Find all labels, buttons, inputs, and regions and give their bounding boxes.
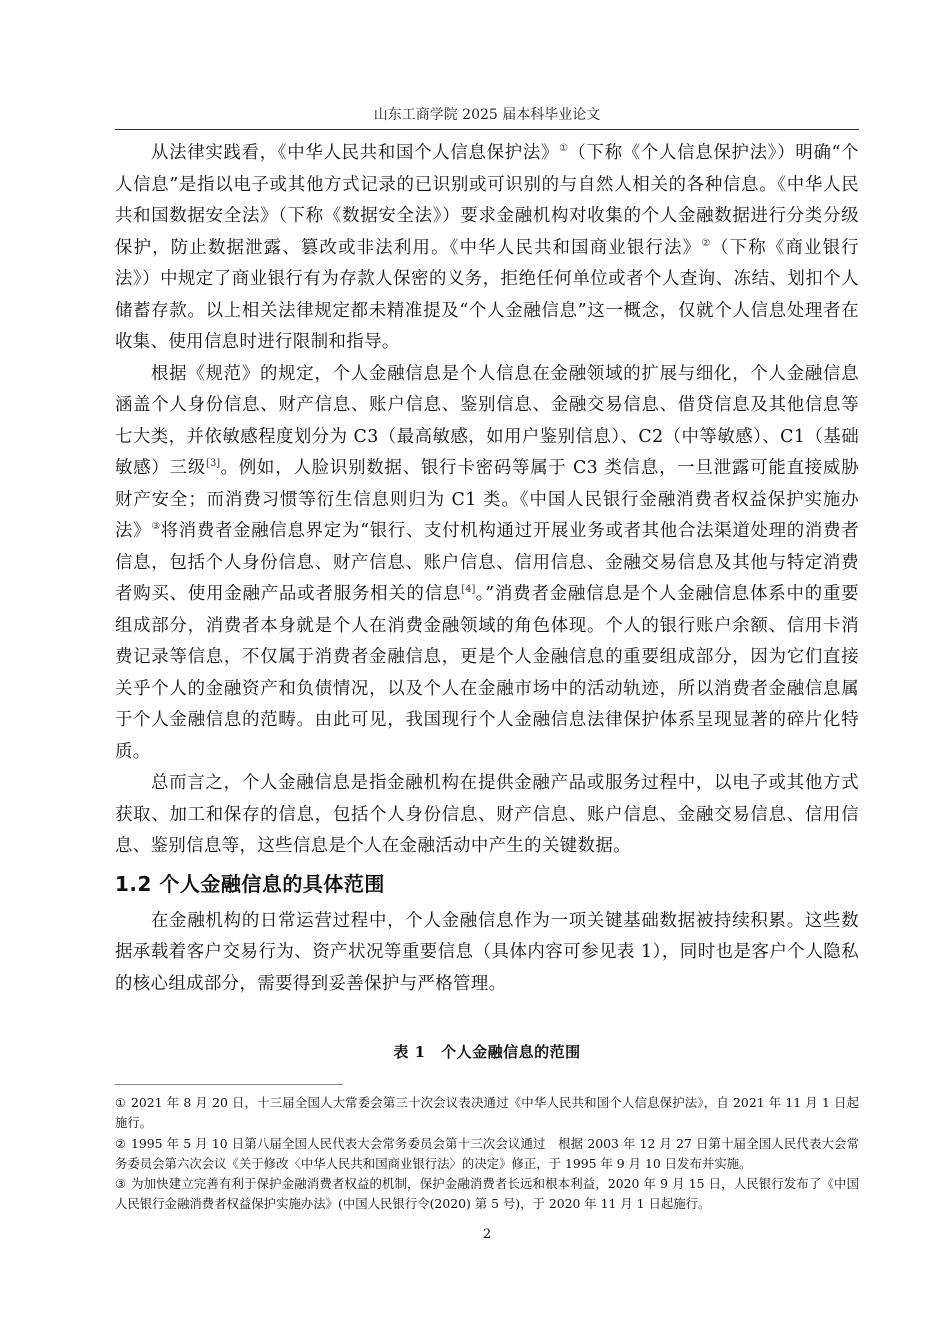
footnote-ref-2[interactable]: ② [701, 237, 712, 249]
paragraph-text: 根据《规范》的规定，个人金融信息是个人信息在金融领域的扩展与细化，个人金融信息涵盖个人身份信息、财产信息、账户信息、鉴别信息、金融交易信息、借贷信息及其他信息等七大类，并依敏感程度划分为 C3（最高敏感，如用户鉴别信息）、C2（中等敏感）、C1（基础敏感）三级 [115, 363, 859, 478]
footnote-text: 2021 年 8 月 20 日，十三届全国人大常委会第三十次会议表决通过《中华人民共和国个人信息保护法》，自 2021 年 11 月 1 日起施行。 [115, 1095, 859, 1131]
paragraph-text: （下称《商业银行法》）中规定了商业银行有为存款人保密的义务，拒绝任何单位或者个人查询、冻结、划扣个人储蓄存款。以上相关法律规定都未精准提及“个人金融信息”这一概念，仅就个人信息处理者在收集、使用信息时进行限制和指导。 [115, 237, 860, 352]
paragraph-summary: 总而言之，个人金融信息是指金融机构在提供金融产品或服务过程中，以电子或其他方式获取、加工和保存的信息，包括个人身份信息、财产信息、账户信息、金融交易信息、信用信息、鉴别信息等，这些信息是个人在金融活动中产生的关键数据。 [115, 773, 859, 856]
footnote-ref-3[interactable]: ③ [151, 521, 161, 533]
footnote-mark: ③ [115, 1177, 126, 1192]
citation-ref-3[interactable]: [3] [206, 458, 221, 470]
footnote-mark: ① [115, 1096, 126, 1110]
main-body [115, 138, 859, 1000]
footnote-text: 1995 年 5 月 10 日第八届全国人民代表大会常务委员会第十三次会议通过 根据 2003 年 12 月 27 日第十届全国人民代表大会常务委员会第六次会议《关于修改〈中华人民共和国商业银行法〉的决定》修正，于 1995 年 9 月 10 日发布并实施。 [115, 1135, 859, 1171]
section-heading: 1.2 个人金融信息的具体范围 [115, 871, 385, 896]
paragraph-text: 。”消费者金融信息是个人金融信息体系中的重要组成部分，消费者本身就是个人在消费金融领域的角色体现。个人的银行账户余额、信用卡消费记录等信息，不仅属于消费者金融信息，更是个人金融信息的重要组成部分，因为它们直接关乎个人的金融资产和负债情况，以及个人在金融市场中的活动轨迹，所以消费者金融信息属于个人金融信息的范畴。由此可见，我国现行个人金融信息法律保护体系呈现显著的碎片化特质。 [115, 584, 859, 762]
running-header: 山东工商学院 2025 届本科毕业论文 [373, 107, 601, 123]
footnote-mark: ② [115, 1136, 126, 1151]
paragraph-text: 将消费者金融信息界定为“银行、支付机构通过开展业务或者其他合法渠道处理的消费者信息，包括个人身份信息、财产信息、账户信息、信用信息、金融交易信息及其他与特定消费者购买、使用金融产品或者服务相关的信息 [115, 521, 859, 604]
paragraph-text: 。例如，人脸识别数据、银行卡密码等属于 C3 类信息，一旦泄露可能直接威胁财产安全；而消费习惯等衍生信息则归为 C1 类。《中国人民银行金融消费者权益保护实施办法》 [115, 458, 859, 541]
footnote-item [115, 1174, 859, 1214]
footnote-ref-1[interactable]: ① [559, 143, 569, 155]
paragraph-legal-practice [115, 138, 859, 359]
paragraph-scope-intro: 在金融机构的日常运营过程中，个人金融信息作为一项关键基础数据被持续积累。这些数据承载着客户交易行为、资产状况等重要信息（具体内容可参见表 1），同时也是客户个人隐私的核心组成部分，需要得到妥善保护与严格管理。 [115, 910, 859, 994]
table-caption: 表 1 个人金融信息的范围 [393, 1043, 581, 1061]
page-number: 2 [482, 1227, 492, 1242]
footnote-divider [115, 1084, 343, 1085]
footnote-item [115, 1134, 859, 1174]
header-divider [115, 129, 859, 130]
paragraph-specification [115, 359, 859, 769]
footnotes [115, 1093, 859, 1215]
footnote-text: 为加快建立完善有利于保护金融消费者权益的机制，保护金融消费者长远和根本利益，2020 年 9 月 15 日，人民银行发布了《中国人民银行金融消费者权益保护实施办法》(中国人民银行令(2020) 第 5 号)，于 2020 年 11 月 1 日起施行。 [115, 1176, 859, 1212]
paragraph-text: （下称《个人信息保护法》）明确“个人信息”是指以电子或其他方式记录的已识别或可识别的与自然人相关的各种信息。《中华人民共和国数据安全法》（下称《数据安全法》）要求金融机构对收集的个人金融数据进行分类分级保护，防止数据泄露、篡改或非法利用。《中华人民共和国商业银行法》 [115, 143, 859, 258]
citation-ref-4[interactable]: [4] [461, 584, 476, 596]
footnote-item [115, 1093, 859, 1133]
paragraph-text: 从法律实践看，《中华人民共和国个人信息保护法》 [151, 143, 560, 163]
